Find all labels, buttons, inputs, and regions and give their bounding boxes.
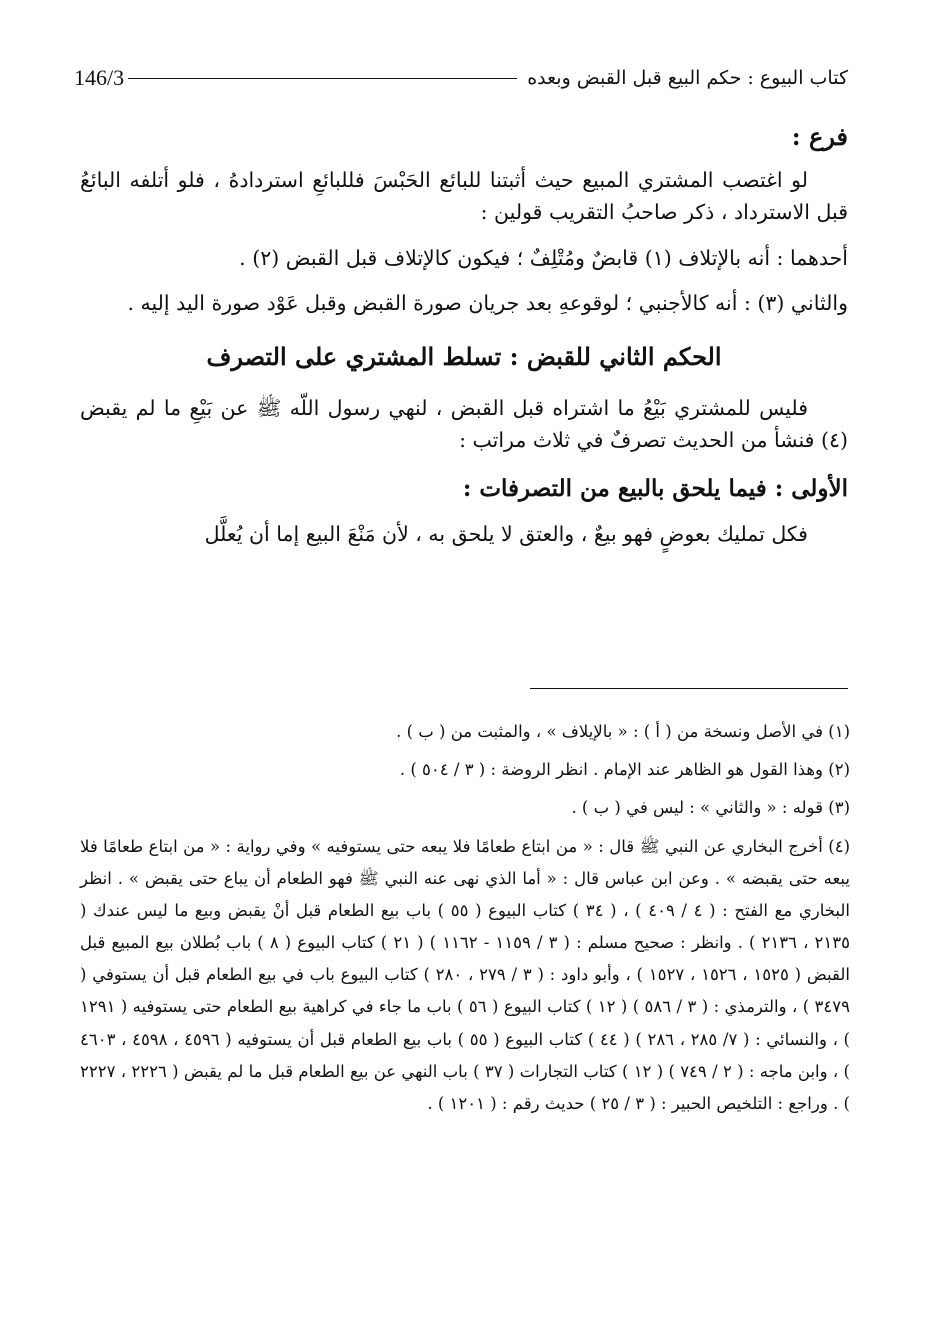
paragraph-4: فليس للمشتري بَيْعُ ما اشتراه قبل القبض ، لنهي رسول اللّه ﷺ عن بَيْعِ ما لم يقبض (٤) فنشأ من الحديث تصرفٌ في ثلاث مراتب : xyxy=(80,396,848,453)
footnote-1: (١) في الأصل ونسخة من ( أ ) : « بالإيلاف » ، والمثبت من ( ب ) . xyxy=(396,722,850,741)
main-text xyxy=(80,118,848,564)
page-number: 146/3 xyxy=(74,65,125,90)
page-header xyxy=(74,58,848,98)
paragraph-2: أحدهما : أنه بالإتلاف (١) قابضٌ ومُتْلِفٌ ؛ فيكون كالإتلاف قبل القبض (٢) . xyxy=(239,245,848,270)
far-heading: فرع : xyxy=(791,122,848,151)
header-rule xyxy=(128,78,517,79)
running-title: كتاب البيوع : حكم البيع قبل القبض وبعده xyxy=(527,67,848,89)
footnote-2: (٢) وهذا القول هو الظاهر عند الإمام . انظر الروضة : ( ٣ / ٥٠٤ ) . xyxy=(399,760,850,780)
footnote-4: (٤) أخرج البخاري عن النبي ﷺ قال : « من ابتاع طعامًا فلا يبعه حتى يستوفيه » وفي رواية : « من ابتاع طعامًا فلا يبعه حتى يقبضه » . وعن ابن عباس قال : « أما الذي نهى عنه النبي ﷺ فهو الطعام أن يباع حتى يقبض » . انظر البخاري مع الفتح : ( ٤ / ٤٠٩ ) ، ( ٣٤ ) كتاب البيوع ( ٥٥ ) باب بيع الطعام قبل أنْ يقبض وبيع ما ليس عندك ( ٢١٣٥ ، ٢١٣٦ ) . وانظر : صحيح مسلم : ( ٣ / ١١٥٩ - ١١٦٢ ) ( ٢١ ) كتاب البيوع ( ٨ ) باب بُطلان بيع المبيع قبل القبض ( ١٥٢٥ ، ١٥٢٦ ، ١٥٢٧ ) ، وأبو داود : ( ٣ / ٢٧٩ ، ٢٨٠ ) كتاب البيوع باب في بيع الطعام قبل أن يستوفي ( ٣٤٧٩ ) ، والترمذي : ( ٣ / ٥٨٦ ) ( ١٢ ) كتاب البيوع ( ٥٦ ) باب ما جاء في كراهية بيع الطعام حتى يستوفيه ( ١٢٩١ ) ، والنسائي : ( ٧/ ٢٨٥ ، ٢٨٦ ) ( ٤٤ ) كتاب البيوع ( ٥٥ ) باب بيع الطعام قبل أن يستوفيه ( ٤٥٩٦ ، ٤٥٩٨ ، ٤٦٠٣ ) ، وابن ماجه : ( ٢ / ٧٤٩ ) ( ١٢ ) كتاب التجارات ( ٣٧ ) باب النهي عن بيع الطعام قبل ما لم يقبض ( ٢٢٢٦ ، ٢٢٢٧ ) . وراجع : التلخيص الحبير : ( ٣ / ٢٥ ) حديث رقم : ( ١٢٠١ ) . xyxy=(80,836,850,1113)
subsection-title: الأولى : فيما يلحق بالبيع من التصرفات : xyxy=(462,474,848,502)
paragraph-3: والثاني (٣) : أنه كالأجنبي ؛ لوقوعهِ بعد جريان صورة القبض وقبل عَوْد صورة اليد إليه . xyxy=(127,291,848,316)
footnote-separator xyxy=(530,688,848,689)
footnotes xyxy=(80,716,850,1126)
paragraph-1: لو اغتصب المشتري المبيع حيث أثبتنا للبائع الحَبْسَ فللبائعِ استردادهُ ، فلو أتلفه البائعُ قبل الاسترداد ، ذكر صاحبُ التقريب قولين : xyxy=(80,168,848,224)
section-title: الحكم الثاني للقبض : تسلط المشتري على التصرف xyxy=(206,342,722,372)
paragraph-5: فكل تمليك بعوضٍ فهو بيعٌ ، والعتق لا يلحق به ، لأن مَنْعَ البيع إما أن يُعلَّل xyxy=(204,521,808,546)
footnote-3: (٣) قوله : « والثاني » : ليس في ( ب ) . xyxy=(571,798,850,818)
